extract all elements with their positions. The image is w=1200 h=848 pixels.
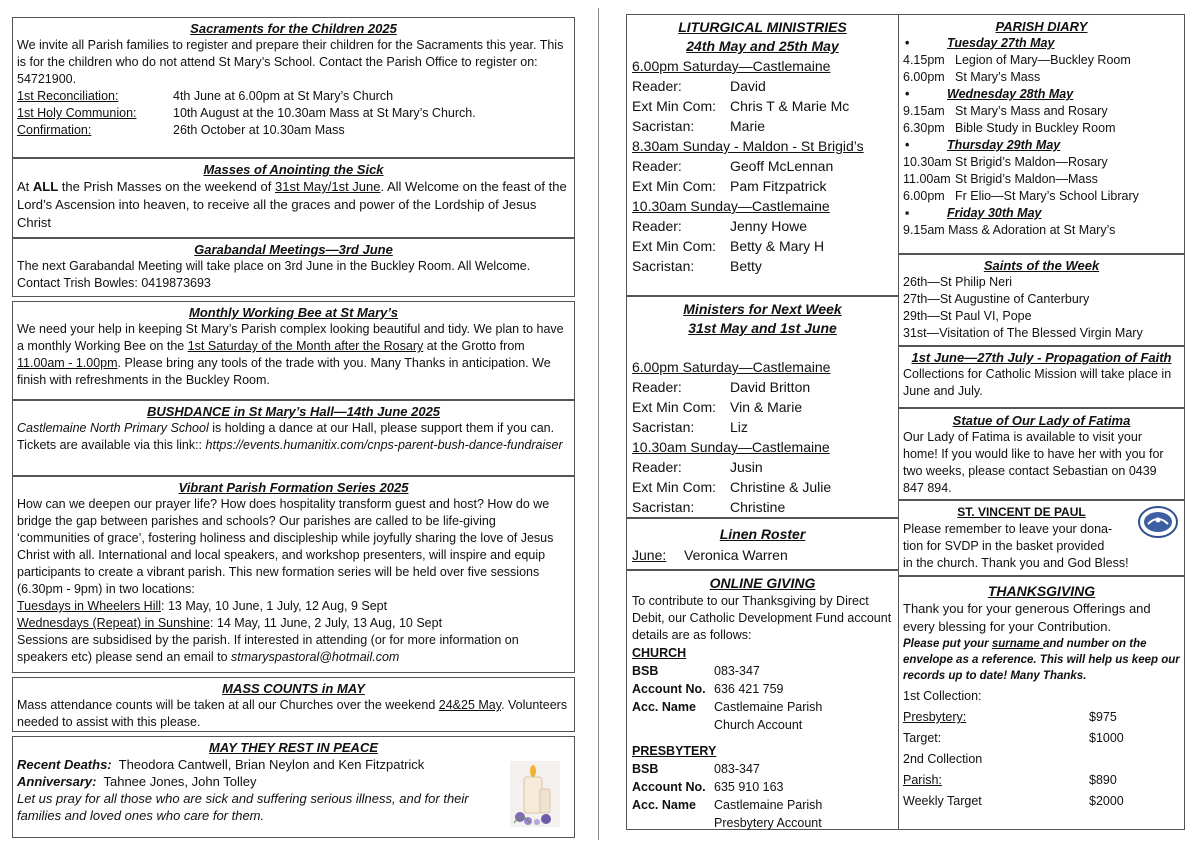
diary-time: 4.15pm xyxy=(903,53,945,67)
bullet-icon: • xyxy=(905,138,910,152)
rip-panel xyxy=(12,736,575,838)
anointing-body: At ALL the Prish Masses on the weekend of 31st May/1st June. All Welcome on the feast of the Lord’s Ascension into heaven, to receive all the graces and power of the Lordship of Jesus Christ xyxy=(17,179,567,230)
diary-day: Tuesday 27th May xyxy=(947,36,1055,50)
weekly-target-label: Weekly Target xyxy=(903,794,982,808)
presbytery-value: $975 xyxy=(1089,710,1117,724)
communion-value: 10th August at the 10.30am Mass at St Mary’s Church. xyxy=(173,106,476,120)
role-label: Ext Min Com: xyxy=(632,399,717,415)
diary-event: Fr Elio—St Mary’s School Library xyxy=(955,189,1139,203)
svdp-line: tion for SVDP in the basket provided xyxy=(903,539,1105,553)
role-value: Christine & Julie xyxy=(730,479,832,495)
parish-diary-panel xyxy=(898,14,1185,254)
garabandal-title: Garabandal Meetings—3rd June xyxy=(194,242,393,257)
role-label: Sacristan: xyxy=(632,499,695,515)
role-label: Sacristan: xyxy=(632,419,695,435)
page-divider xyxy=(598,8,599,840)
parish-label: Parish: xyxy=(903,773,942,787)
role-value: Geoff McLennan xyxy=(730,158,834,174)
role-label: Sacristan: xyxy=(632,118,695,134)
formation-panel xyxy=(12,476,575,673)
bushdance-title: BUSHDANCE in St Mary’s Hall—14th June 2025 xyxy=(146,404,441,419)
formation-loc2: Wednesdays (Repeat) in Sunshine: 14 May, 11 June, 2 July, 13 Aug, 10 Sept xyxy=(17,616,443,630)
role-label: Sacristan: xyxy=(632,258,695,274)
linen-label: June: xyxy=(632,547,667,563)
bushdance-body: Castlemaine North Primary School is holding a dance at our Hall, please support them if you can. Tickets are available via this link:: https://events.humanitix.com/cnps-parent-bush-dance-fundraiser xyxy=(17,421,563,452)
saints-panel xyxy=(898,254,1185,346)
mass-counts-body: Mass attendance counts will be taken at all our Churches over the weekend 24&25 May. Volunteers needed to assist with this please. xyxy=(17,698,568,729)
account-label xyxy=(632,814,714,832)
giving-title: ONLINE GIVING xyxy=(709,575,816,591)
mass-counts-panel xyxy=(12,677,575,732)
role-label: Ext Min Com: xyxy=(632,238,717,254)
account-value: Presbytery Account xyxy=(714,816,822,830)
next-week-panel xyxy=(626,296,899,518)
thanksgiving-panel xyxy=(898,576,1185,830)
sacraments-panel xyxy=(12,17,575,158)
fatima-panel xyxy=(898,408,1185,500)
next-group-2-head: 10.30am Sunday—Castlemaine xyxy=(632,439,830,455)
diary-time: 11.00am xyxy=(903,172,951,186)
lit-group-1-head: 6.00pm Saturday—Castlemaine xyxy=(632,58,831,74)
role-label: Reader: xyxy=(632,158,682,174)
diary-event: St Mary’s Mass and Rosary xyxy=(955,104,1108,118)
lit-group-2-head: 8.30am Sunday - Maldon - St Brigid’s xyxy=(632,138,864,154)
formation-title: Vibrant Parish Formation Series 2025 xyxy=(178,480,409,495)
role-value: Vin & Marie xyxy=(730,399,803,415)
thanks-body: Thank you for your generous Offerings and every blessing for your Contribution. xyxy=(903,601,1151,634)
confirmation-value: 26th October at 10.30am Mass xyxy=(173,123,345,137)
anointing-title: Masses of Anointing the Sick xyxy=(203,162,384,177)
saint-item: 27th—St Augustine of Canterbury xyxy=(903,292,1090,306)
anointing-panel xyxy=(12,158,575,238)
role-label: Ext Min Com: xyxy=(632,178,717,194)
role-value: Betty & Mary H xyxy=(730,238,825,254)
weekly-target-value: $2000 xyxy=(1089,794,1124,808)
role-label: Reader: xyxy=(632,379,682,395)
collection-2-label: 2nd Collection xyxy=(903,752,983,766)
presbytery-label: Presbytery: xyxy=(903,710,967,724)
next-group-1-head: 6.00pm Saturday—Castlemaine xyxy=(632,359,831,375)
account-value: 636 421 759 xyxy=(714,682,784,696)
formation-loc1: Tuesdays in Wheelers Hill: 13 May, 10 June, 1 July, 12 Aug, 9 Sept xyxy=(17,599,388,613)
role-value: Liz xyxy=(730,419,748,435)
diary-time: 6.00pm xyxy=(903,189,945,203)
role-label: Reader: xyxy=(632,459,682,475)
diary-time: 10.30am xyxy=(903,155,952,169)
role-value: Pam Fitzpatrick xyxy=(730,178,827,194)
fatima-body: Our Lady of Fatima is available to visit your home! If you would like to have her with you for two weeks, please contact Sebastian on 0439 847 894. xyxy=(903,430,1164,495)
role-label: Ext Min Com: xyxy=(632,479,717,495)
bullet-icon: • xyxy=(905,36,910,50)
diary-event: Bible Study in Buckley Room xyxy=(955,121,1116,135)
rip-prayer: Let us pray for all those who are sick and suffering serious illness, and for their families and loved ones who care for them. xyxy=(17,791,469,823)
sacraments-body: We invite all Parish families to register and prepare their children for the Sacraments this year. This is for the children who do not attend St Mary’s School. Contact the Parish Office to register on: 54721900. xyxy=(17,38,564,86)
role-label: Reader: xyxy=(632,78,682,94)
diary-time: 6.30pm xyxy=(903,121,945,135)
rip-anniversary: Anniversary: Tahnee Jones, John Tolley xyxy=(17,774,257,789)
liturgical-dates: 24th May and 25th May xyxy=(686,38,839,54)
reconciliation-value: 4th June at 6.00pm at St Mary’s Church xyxy=(173,89,394,103)
role-value: Jusin xyxy=(730,459,763,475)
linen-panel xyxy=(626,518,899,570)
bushdance-panel xyxy=(12,400,575,476)
diary-day: Friday 30th May xyxy=(947,206,1042,220)
diary-event: St Brigid’s Maldon—Rosary xyxy=(955,155,1108,169)
linen-title: Linen Roster xyxy=(719,526,806,542)
role-value: David xyxy=(730,78,766,94)
working-bee-body: We need your help in keeping St Mary’s Parish complex looking beautiful and tidy. We plan to have a monthly Working Bee on the 1st Saturday of the Month after the Rosary at the Grotto from 11.00am - 1.00pm. Please bring any tools of the trade with you. Many Thanks in anticipation. We finish with refreshments in the Buckley Room. xyxy=(17,322,564,387)
propagation-panel xyxy=(898,346,1185,408)
formation-body: How can we deepen our prayer life? How does hospitality transform guest and host? How do we bridge the gap between parishes and schools? Our parishes are called to be life-giving ‘communities of grace’, fostering holiness and discipleship while joyfully sharing the love of Jesus Christ with all. International and local speakers, and workshop presenters, will inspire and equip participants to create a vibrant parish. This new formation series will be held over five sessions (6.30pm - 9pm) in two locations: xyxy=(17,497,554,596)
giving-body: To contribute to our Thanksgiving by Direct Debit, our Catholic Development Fund account details are as follows: xyxy=(632,594,892,642)
church-head: CHURCH xyxy=(632,646,687,660)
target-value: $1000 xyxy=(1089,731,1124,745)
svdp-line: Please remember to leave your dona- xyxy=(903,522,1113,536)
role-value: Chris T & Marie Mc xyxy=(730,98,850,114)
liturgical-title: LITURGICAL MINISTRIES xyxy=(678,19,847,35)
diary-event: 9.15am Mass & Adoration at St Mary’s xyxy=(903,223,1116,237)
online-giving-panel xyxy=(626,570,899,830)
diary-day: Thursday 29th May xyxy=(947,138,1061,152)
reconciliation-label: 1st Reconciliation: xyxy=(17,89,119,103)
diary-day: Wednesday 28th May xyxy=(947,87,1074,101)
account-value: 083-347 xyxy=(714,664,760,678)
account-value: Church Account xyxy=(714,718,803,732)
rip-deaths: Recent Deaths: Theodora Cantwell, Brian Neylon and Ken Fitzpatrick xyxy=(17,757,425,772)
bullet-icon: ▪ xyxy=(905,206,910,220)
rip-title: MAY THEY REST IN PEACE xyxy=(208,740,379,755)
diary-title: PARISH DIARY xyxy=(995,19,1088,34)
role-value: Marie xyxy=(730,118,766,134)
parish-value: $890 xyxy=(1089,773,1117,787)
mass-counts-title: MASS COUNTS in MAY xyxy=(222,681,365,696)
svdp-logo-icon xyxy=(1138,505,1178,539)
account-value: Castlemaine Parish xyxy=(714,700,823,714)
target-label: Target: xyxy=(903,731,942,745)
account-label: Account No. xyxy=(632,682,706,696)
bullet-icon: • xyxy=(905,87,910,101)
role-value: Betty xyxy=(730,258,762,274)
saints-title: Saints of the Week xyxy=(983,258,1100,273)
diary-event: St Mary’s Mass xyxy=(955,70,1041,84)
account-label: Acc. Name xyxy=(632,798,696,812)
linen-value: Veronica Warren xyxy=(684,547,788,563)
bushdance-link[interactable]: https://events.humanitix.com/cnps-parent-bush-dance-fundraiser xyxy=(205,438,563,452)
working-bee-title: Monthly Working Bee at St Mary’s xyxy=(188,305,398,320)
fatima-title: Statue of Our Lady of Fatima xyxy=(952,413,1131,428)
next-week-title: Ministers for Next Week xyxy=(683,301,842,317)
sacraments-title: Sacraments for the Children 2025 xyxy=(190,21,397,36)
account-label: BSB xyxy=(632,664,659,678)
role-label: Ext Min Com: xyxy=(632,98,717,114)
liturgical-panel xyxy=(626,14,899,296)
account-value: Castlemaine Parish xyxy=(714,798,823,812)
role-value: David Britton xyxy=(730,379,811,395)
next-week-dates: 31st May and 1st June xyxy=(688,320,837,336)
communion-label: 1st Holy Communion: xyxy=(17,106,137,120)
svdp-panel xyxy=(898,500,1185,576)
propagation-body: Collections for Catholic Mission will take place in June and July. xyxy=(903,367,1172,398)
saint-item: 31st—Visitation of The Blessed Virgin Mary xyxy=(903,326,1143,340)
saint-item: 29th—St Paul VI, Pope xyxy=(903,309,1032,323)
formation-email[interactable]: stmaryspastoral@hotmail.com xyxy=(231,650,400,664)
thanks-note: Please put your surname and number on the envelope as a reference. This will help us keep our records up to date! Many Thanks. xyxy=(903,638,1180,682)
thanks-title: THANKSGIVING xyxy=(987,583,1096,599)
account-value: 083-347 xyxy=(714,762,760,776)
lit-group-3-head: 10.30am Sunday—Castlemaine xyxy=(632,198,830,214)
role-value: Christine xyxy=(730,499,786,515)
formation-tail: Sessions are subsidised by the parish. If interested in attending (or for more information on speakers etc) please send an email to stmaryspastoral@hotmail.com xyxy=(17,633,519,664)
collection-1-label: 1st Collection: xyxy=(903,689,982,703)
diary-event: Legion of Mary—Buckley Room xyxy=(955,53,1131,67)
svdp-line: in the church. Thank you and God Bless! xyxy=(903,556,1129,570)
account-value: 635 910 163 xyxy=(714,780,784,794)
role-value: Jenny Howe xyxy=(730,218,808,234)
svdp-title: ST. VINCENT DE PAUL xyxy=(957,505,1086,519)
diary-time: 6.00pm xyxy=(903,70,945,84)
diary-time: 9.15am xyxy=(903,104,945,118)
diary-event: St Brigid’s Maldon—Mass xyxy=(955,172,1098,186)
garabandal-body: The next Garabandal Meeting will take place on 3rd June in the Buckley Room. All Welcome. Contact Trish Bowles: 0419873693 xyxy=(17,259,531,290)
account-label: Account No. xyxy=(632,780,706,794)
confirmation-label: Confirmation: xyxy=(17,123,92,137)
role-label: Reader: xyxy=(632,218,682,234)
account-label xyxy=(632,716,714,734)
garabandal-panel xyxy=(12,238,575,297)
propagation-title: 1st June—27th July - Propagation of Faith xyxy=(911,350,1172,365)
working-bee-panel xyxy=(12,301,575,400)
saint-item: 26th—St Philip Neri xyxy=(903,275,1013,289)
account-label: BSB xyxy=(632,762,659,776)
account-label: Acc. Name xyxy=(632,700,696,714)
presbytery-head: PRESBYTERY xyxy=(632,744,717,758)
candle-image xyxy=(510,761,560,827)
